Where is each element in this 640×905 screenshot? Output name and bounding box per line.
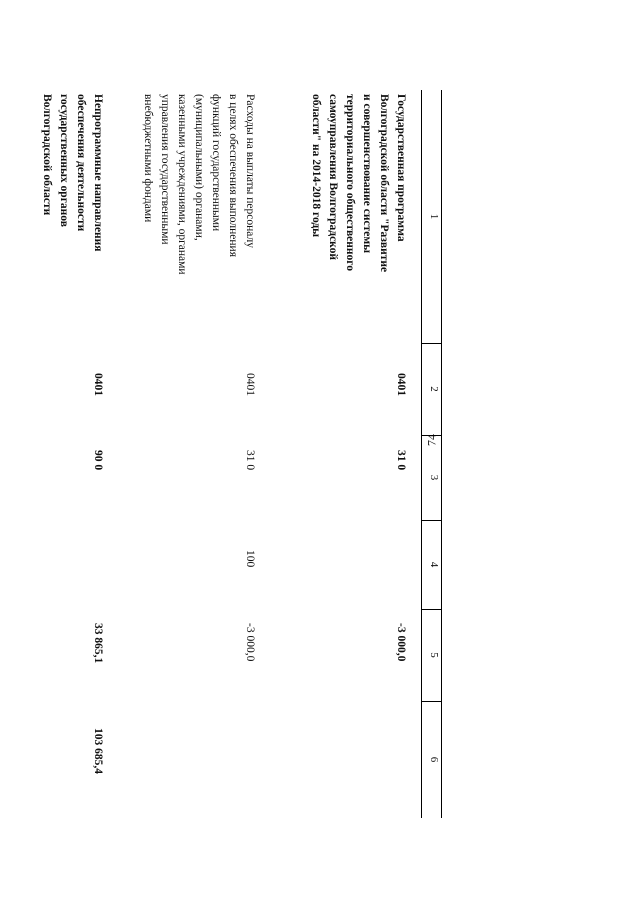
row-3-amount: 33 865,1 [92,623,104,664]
header-col-5: 5 [428,652,440,658]
header-col-6: 6 [428,756,440,763]
row-3-total: 103 685,4 [92,728,104,774]
header-col-2: 2 [428,386,440,392]
table-top-rule [441,90,442,818]
header-col-3: 3 [428,474,440,481]
row-1-program-code: 31 0 [395,450,407,471]
row-2-section-code: 0401 [244,373,256,396]
row-2-expense-type: 100 [244,550,256,568]
budget-table [29,90,442,818]
row-1-name: Государственная программа Волгоградской области "Развитие и совершенствование системы территориального общественного самоуправления Волгоградской области" на 2014-2018 годы [310,94,407,273]
row-2-amount: -3 000,0 [244,623,256,662]
row-3-section-code: 0401 [92,373,104,396]
row-3-program-code: 90 0 [92,450,104,471]
row-1-amount: -3 000,0 [395,623,407,662]
header-col-1: 1 [428,213,440,220]
header-col-4: 4 [428,561,440,568]
page-number: 74 [424,434,439,446]
row-3-name: Непрограммные направления обеспечения деятельности государственных органов Волгоградской области [41,94,104,252]
row-2-name: Расходы на выплаты персоналу в целях обеспечения выполнения функций государственными (муниципальными) органами, казенными учреждениями, органами управления государственными внебюджетными фондами [142,94,256,275]
row-1-section-code: 0401 [395,373,407,396]
header-bottom-rule [421,90,422,818]
row-2-program-code: 31 0 [244,450,256,471]
